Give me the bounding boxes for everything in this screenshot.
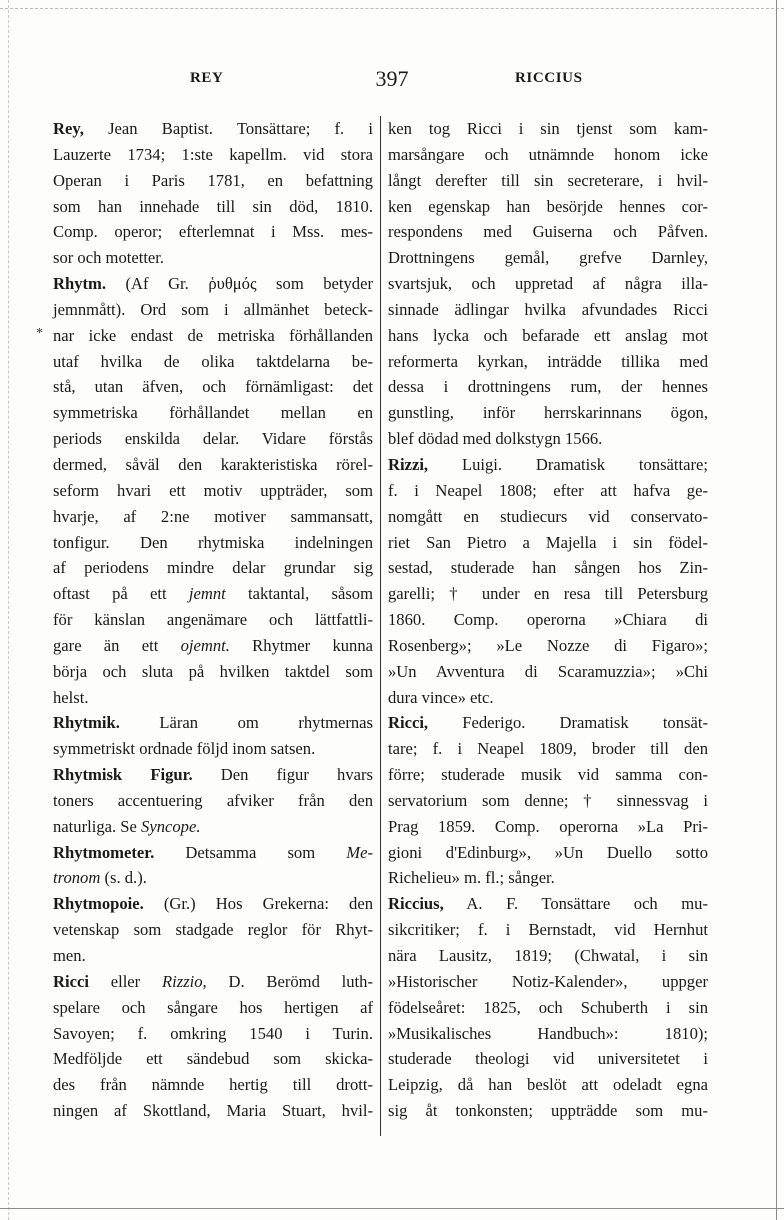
headword: Ricci xyxy=(53,971,89,991)
text: gioni d'Edinburg», »Un Duello sotto xyxy=(388,842,708,862)
text: helst. xyxy=(53,687,89,707)
running-head-left: REY xyxy=(190,70,224,86)
text-line xyxy=(388,245,708,271)
text-line xyxy=(388,116,708,142)
page-edge-right xyxy=(776,0,777,1220)
text-line xyxy=(388,788,708,814)
text-line xyxy=(388,555,708,581)
text-line xyxy=(388,374,708,400)
text: Lauzerte 1734; 1:ste kapellm. vid stora xyxy=(53,144,373,164)
text: gare än ett xyxy=(53,635,181,655)
text-line xyxy=(53,219,373,245)
right-column xyxy=(388,116,708,1124)
text: vetenskap som stadgade reglor för Rhyt- xyxy=(53,920,373,940)
text: hvarje, af 2:ne motiver sammansatt, xyxy=(53,506,373,526)
text: periods enskilda delar. Vidare förstås xyxy=(53,429,373,449)
text-line xyxy=(388,297,708,323)
text-line xyxy=(53,1098,373,1124)
text-line xyxy=(53,245,373,271)
page-edge-bottom xyxy=(0,1208,784,1209)
text: börja och sluta på hvilken taktdel som xyxy=(53,661,373,681)
page-number: 397 xyxy=(375,66,409,91)
text-line xyxy=(53,555,373,581)
text-line xyxy=(53,840,373,866)
headword: Rhytmik. xyxy=(53,713,120,733)
text-line xyxy=(53,943,373,969)
headword: Ricci, xyxy=(388,713,429,733)
headword: Rizzi, xyxy=(388,454,429,474)
italic-text: Rizzio, xyxy=(161,971,207,991)
text: Detsamma som xyxy=(154,842,347,862)
text: svartsjuk, och uppretad af några illa- xyxy=(388,274,708,294)
text-line xyxy=(388,659,708,685)
text-line xyxy=(53,685,373,711)
text: som han innehade till sin död, 1810. xyxy=(53,196,373,216)
text: dura vince» etc. xyxy=(388,687,494,707)
text-line xyxy=(388,349,708,375)
text-line xyxy=(388,710,708,736)
text: symmetriska förhållandet mellan en xyxy=(53,403,373,423)
text: 1860. Comp. operorna »Chiara di xyxy=(388,610,708,630)
text-line xyxy=(53,788,373,814)
text: Savoyen; f. omkring 1540 i Turin. xyxy=(53,1023,373,1043)
text: toners accentuering afviker från den xyxy=(53,790,373,810)
text-line xyxy=(53,1046,373,1072)
text: Luigi. Dramatisk tonsättare; xyxy=(428,454,708,474)
headword: Riccius, xyxy=(388,894,444,914)
text: gunstling, inför herrskarinnans ögon, xyxy=(388,403,708,423)
text: födelseåret: 1825, och Schuberth i sin xyxy=(388,997,708,1017)
text-line xyxy=(53,116,373,142)
italic-text: jemnt xyxy=(188,584,226,604)
text-line xyxy=(53,426,373,452)
text: Comp. operor; efterlemnat i Mss. mes- xyxy=(53,222,373,242)
page-edge-left xyxy=(8,0,9,1220)
text-line xyxy=(53,349,373,375)
text-line xyxy=(388,969,708,995)
text-line xyxy=(53,323,373,349)
text-line xyxy=(388,478,708,504)
text: »Un Avventura di Scaramuzzia»; »Chi xyxy=(388,661,708,681)
text-line xyxy=(388,400,708,426)
text-line xyxy=(53,762,373,788)
text: sestad, studerade han sången hos Zin- xyxy=(388,558,708,578)
text-line xyxy=(53,1021,373,1047)
text-line xyxy=(53,995,373,1021)
text-line xyxy=(388,633,708,659)
text: tonfigur. Den rhytmiska indelningen xyxy=(53,532,373,552)
text-line xyxy=(53,607,373,633)
italic-text: Me- xyxy=(346,842,373,862)
text-line xyxy=(388,426,708,452)
text: Läran om rhytmernas xyxy=(119,713,373,733)
text-line xyxy=(388,865,708,891)
text: af periodens mindre delar grundar sig xyxy=(53,558,373,578)
text-line xyxy=(388,194,708,220)
text-line xyxy=(53,142,373,168)
text: hans lycka och befarade ett anslag mot xyxy=(388,325,708,345)
text: servatorium som denne; † sinnessvag i xyxy=(388,790,708,810)
text-line xyxy=(388,917,708,943)
text: spelare och sångare hos hertigen af xyxy=(53,997,373,1017)
text: Leipzig, då han beslöt att odeladt egna xyxy=(388,1075,708,1095)
italic-text: Syncope. xyxy=(141,816,201,836)
text: studerade theologi vid universitetet i xyxy=(388,1049,708,1069)
text: ningen af Skottland, Maria Stuart, hvil- xyxy=(53,1101,373,1121)
text: taktantal, såsom xyxy=(225,584,373,604)
text: respondens med Guiserna och Påfven. xyxy=(388,222,708,242)
text: Richelieu» m. fl.; sånger. xyxy=(388,868,555,888)
text: sinnade ädlingar hvilka afvundades Ricci xyxy=(388,299,708,319)
text-line xyxy=(53,374,373,400)
text: Federigo. Dramatisk tonsät- xyxy=(428,713,708,733)
text: blef dödad med dolkstygn 1566. xyxy=(388,429,603,449)
text-line xyxy=(388,1098,708,1124)
text: långt derefter till sin secreterare, i hvil- xyxy=(388,170,708,190)
text-line xyxy=(388,685,708,711)
text: naturliga. Se xyxy=(53,816,142,836)
text-line xyxy=(53,917,373,943)
text-line xyxy=(53,581,373,607)
text: tare; f. i Neapel 1809, broder till den xyxy=(388,739,708,759)
text: symmetriskt ordnade följd inom satsen. xyxy=(53,739,316,759)
text-line xyxy=(388,736,708,762)
text: reformerta kyrkan, inträdde tillika med xyxy=(388,351,708,371)
text: Den figur hvars xyxy=(192,765,373,785)
text-line xyxy=(53,478,373,504)
text: jemnmått). Ord som i allmänhet beteck- xyxy=(53,299,373,319)
text: dermed, såväl den karakteristiska rörel- xyxy=(53,454,373,474)
text-line xyxy=(53,659,373,685)
text: stå, utan äfven, och förnämligast: det xyxy=(53,377,373,397)
text: Jean Baptist. Tonsättare; f. i xyxy=(83,119,373,138)
text-line xyxy=(388,581,708,607)
text-line xyxy=(388,1046,708,1072)
text-line xyxy=(53,1072,373,1098)
text-line xyxy=(388,607,708,633)
column-divider xyxy=(380,116,381,1136)
text: (Gr.) Hos Grekerna: den xyxy=(143,894,373,914)
text: Medföljde ett sändebud som skicka- xyxy=(53,1049,373,1069)
text: för känslan angenämare och lättfattli- xyxy=(53,610,373,630)
text-line xyxy=(53,633,373,659)
text: sikcritiker; f. i Bernstadt, vid Hernhut xyxy=(388,920,708,940)
text-line xyxy=(53,194,373,220)
text-line xyxy=(53,530,373,556)
text: marsångare och utnämnde honom icke xyxy=(388,144,708,164)
headword: Rey, xyxy=(53,119,84,138)
text-line xyxy=(53,271,373,297)
text-line xyxy=(53,891,373,917)
text: dessa i drottningens rum, der hennes xyxy=(388,377,708,397)
text: förre; studerade musik vid samma con- xyxy=(388,765,708,785)
headword: Rhytmometer. xyxy=(53,842,155,862)
text-line xyxy=(53,297,373,323)
headword: Rhytm. xyxy=(53,274,107,294)
text: utaf hvilka de olika taktdelarna be- xyxy=(53,351,373,371)
text: »Musikalisches Handbuch»: 1810); xyxy=(388,1023,708,1043)
text-line xyxy=(388,1072,708,1098)
text-line xyxy=(388,323,708,349)
headword: Rhytmopoie. xyxy=(53,894,144,914)
text-line xyxy=(388,504,708,530)
text-line xyxy=(388,814,708,840)
text-line xyxy=(53,736,373,762)
text-line xyxy=(388,142,708,168)
text: seform hvari ett motiv uppträder, som xyxy=(53,480,373,500)
headword: Rhytmisk Figur. xyxy=(53,765,193,785)
italic-text: ojemnt. xyxy=(180,635,230,655)
left-column xyxy=(53,116,373,1124)
text-line xyxy=(53,452,373,478)
text-line xyxy=(53,814,373,840)
text-line xyxy=(53,400,373,426)
page-edge-top xyxy=(0,8,784,9)
text-line xyxy=(388,762,708,788)
text: riet San Pietro a Majella i sin födel- xyxy=(388,532,708,552)
text: D. Berömd luth- xyxy=(206,971,373,991)
text: nära Lausitz, 1819; (Chwatal, i sin xyxy=(388,946,708,965)
text: eller xyxy=(88,971,162,991)
text-line xyxy=(388,891,708,917)
text-line xyxy=(388,271,708,297)
text: oftast på ett xyxy=(53,584,189,604)
text: Rosenberg»; »Le Nozze di Figaro»; xyxy=(388,635,708,655)
text-line xyxy=(388,840,708,866)
text-line xyxy=(388,219,708,245)
text-line xyxy=(53,969,373,995)
text: Operan i Paris 1781, en befattning xyxy=(53,170,373,190)
text-line xyxy=(388,530,708,556)
text: nar icke endast de metriska förhållanden xyxy=(53,325,373,345)
text: men. xyxy=(53,946,86,965)
text-line xyxy=(388,995,708,1021)
text: (s. d.). xyxy=(100,868,147,888)
text: f. i Neapel 1808; efter att hafva ge- xyxy=(388,480,708,500)
text-line xyxy=(388,1021,708,1047)
text: Drottningens gemål, grefve Darnley, xyxy=(388,248,708,268)
text-line xyxy=(388,452,708,478)
margin-mark: * xyxy=(36,326,43,341)
text: A. F. Tonsättare och mu- xyxy=(443,894,708,914)
text: Rhytmer kunna xyxy=(229,635,374,655)
text: garelli; † under en resa till Petersburg xyxy=(388,584,708,604)
text: »Historischer Notiz-Kalender», uppger xyxy=(388,971,708,991)
text: ken tog Ricci i sin tjenst som kam- xyxy=(388,119,708,138)
text: des från nämnde hertig till drott- xyxy=(53,1075,373,1095)
text-line xyxy=(53,865,373,891)
text: sor och motetter. xyxy=(53,248,165,268)
text-line xyxy=(388,943,708,969)
text: Prag 1859. Comp. operorna »La Pri- xyxy=(388,816,708,836)
text: ken egenskap han besörjde hennes cor- xyxy=(388,196,708,216)
text-line xyxy=(53,504,373,530)
text: sig åt tonkonsten; uppträdde som mu- xyxy=(388,1101,708,1121)
italic-text: tronom xyxy=(53,868,101,888)
text-line xyxy=(388,168,708,194)
text: (Af Gr. ῥυθμός som betyder xyxy=(106,274,373,294)
text: nomgått en studiecurs vid conservato- xyxy=(388,506,708,526)
text-line xyxy=(53,710,373,736)
text-line xyxy=(53,168,373,194)
running-head-right: RICCIUS xyxy=(515,70,583,86)
